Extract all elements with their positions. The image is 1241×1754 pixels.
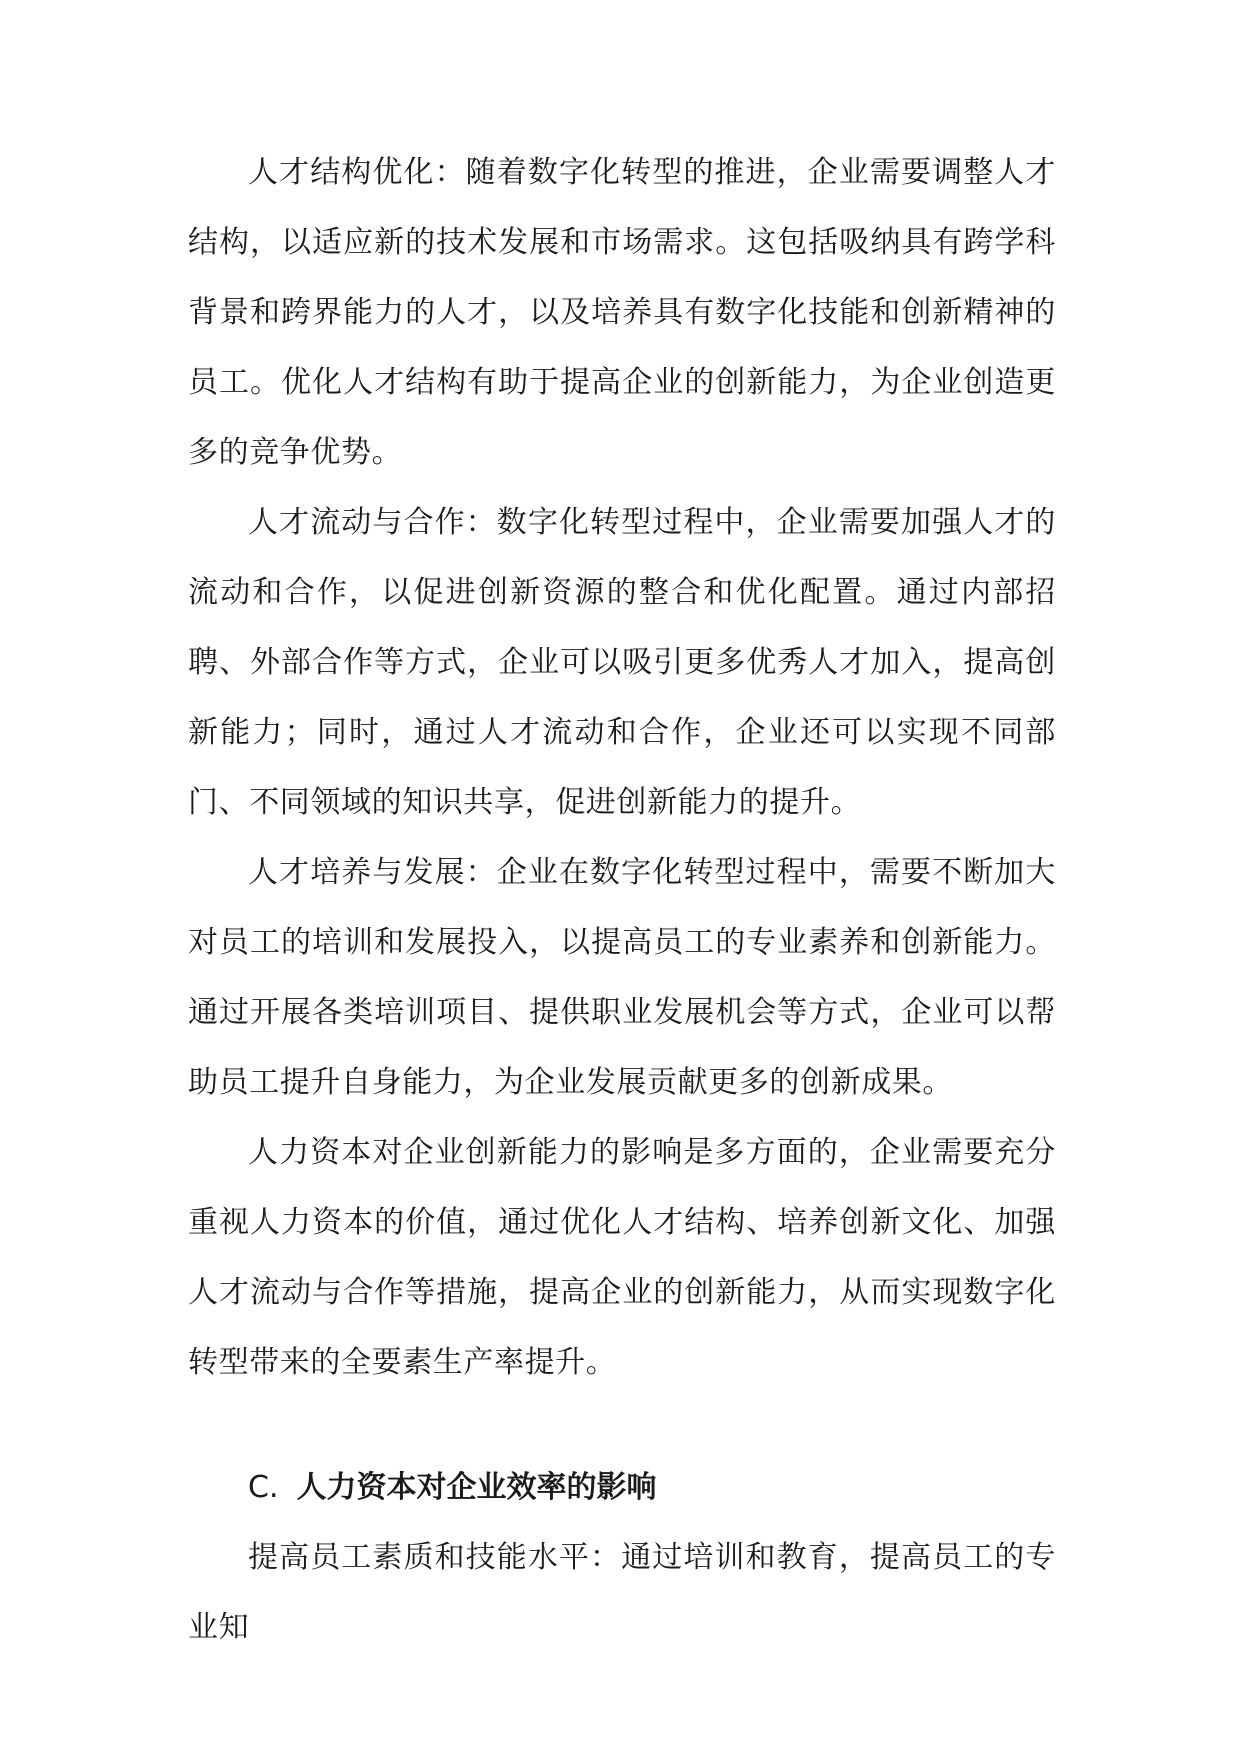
paragraph-talent-structure: 人才结构优化：随着数字化转型的推进，企业需要调整人才结构，以适应新的技术发展和市场需求。这包括吸纳具有跨学科背景和跨界能力的人才，以及培养具有数字化技能和创新精神的员工。优化人才结构有助于提高企业的创新能力，为企业创造更多的竞争优势。: [188, 155, 1056, 470]
section-heading: [188, 1453, 1056, 1523]
paragraph-talent-development: 人才培养与发展：企业在数字化转型过程中，需要不断加大对员工的培训和发展投入，以提高员工的专业素养和创新能力。通过开展各类培训项目、提供职业发展机会等方式，企业可以帮助员工提升自身能力，为企业发展贡献更多的创新成果。: [188, 855, 1056, 1100]
document-body: [188, 138, 1056, 1663]
paragraph-summary: 人力资本对企业创新能力的影响是多方面的，企业需要充分重视人力资本的价值，通过优化人才结构、培养创新文化、加强人才流动与合作等措施，提高企业的创新能力，从而实现数字化转型带来的全要素生产率提升。: [188, 1135, 1056, 1380]
paragraph-talent-mobility: 人才流动与合作：数字化转型过程中，企业需要加强人才的流动和合作，以促进创新资源的整合和优化配置。通过内部招聘、外部合作等方式，企业可以吸引更多优秀人才加入，提高创新能力；同时，通过人才流动和合作，企业还可以实现不同部门、不同领域的知识共享，促进创新能力的提升。: [188, 505, 1056, 820]
paragraph-employee-quality: 提高员工素质和技能水平：通过培训和教育，提高员工的专业知: [188, 1540, 1056, 1645]
section-number: C.: [248, 1470, 279, 1505]
section-title: 人力资本对企业效率的影响: [296, 1470, 657, 1505]
